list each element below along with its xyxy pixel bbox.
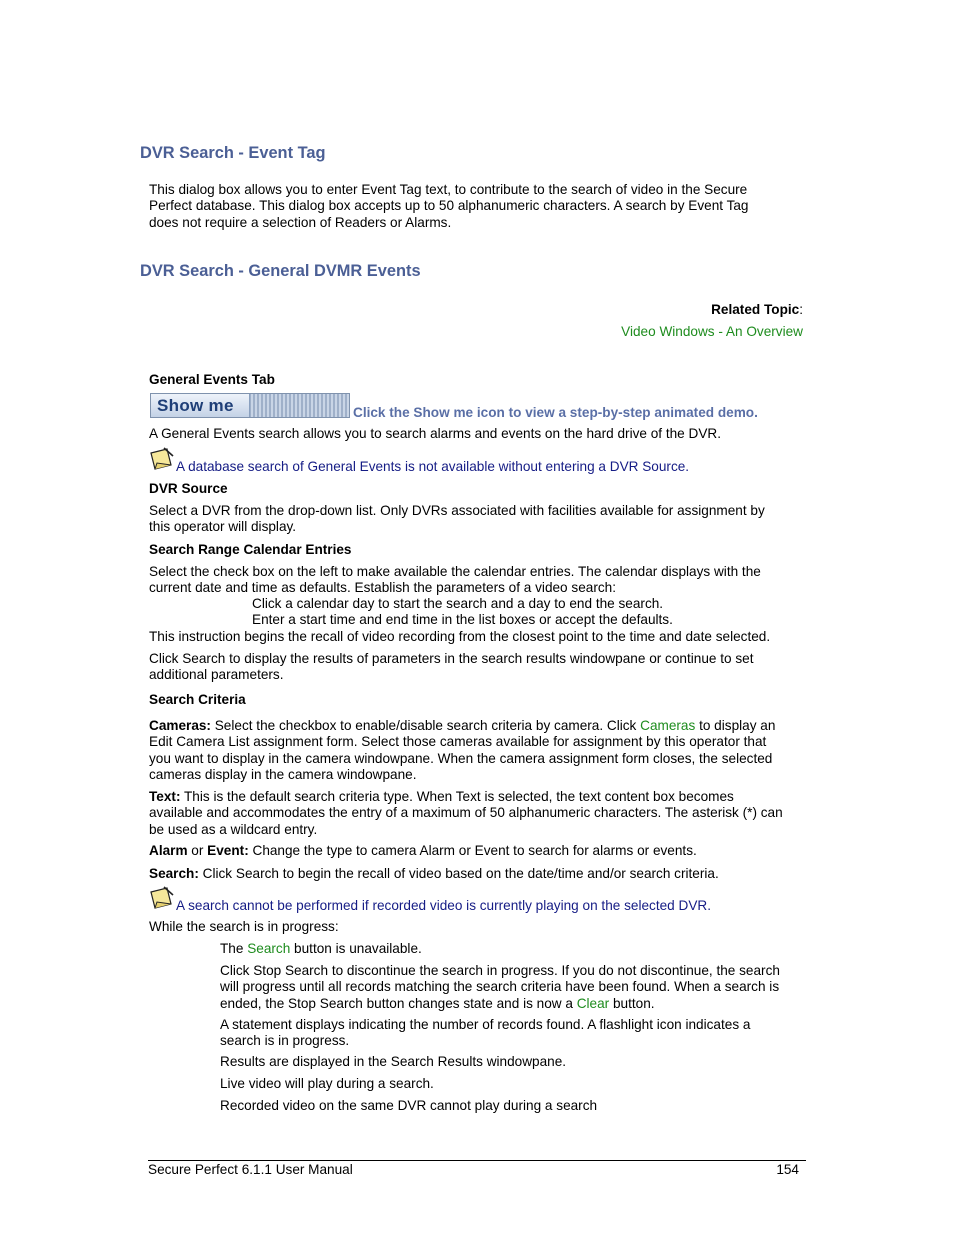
note-icon <box>149 886 175 910</box>
related-topic-link[interactable]: Video Windows - An Overview <box>621 324 803 339</box>
text-line: Select the check box on the left to make available the calendar entries. The calendar displays with the <box>149 564 761 579</box>
text-line <box>149 718 775 734</box>
cameras-link[interactable]: Cameras <box>640 718 696 733</box>
text-line: Perfect database. This dialog box accepts up to 50 alphanumeric characters. A search by Event Tag <box>149 198 749 214</box>
heading-general-dvmr-events: DVR Search - General DVMR Events <box>140 262 421 280</box>
text-line: does not require a selection of Readers or Alarms. <box>149 214 452 230</box>
while-in-progress: While the search is in progress: <box>149 919 339 934</box>
search-link[interactable]: Search <box>247 941 291 956</box>
heading-event-tag: DVR Search - Event Tag <box>140 144 326 162</box>
text-criteria-description <box>149 789 783 838</box>
text-line <box>220 996 780 1012</box>
text-line: current date and time as defaults. Establish the parameters of a video search: <box>149 580 616 596</box>
text-line: Edit Camera List assignment form. Select those cameras available for assignment by this operator that <box>149 734 767 750</box>
text-line: A statement displays indicating the number of records found. A flashlight icon indicates a <box>220 1017 751 1032</box>
demo-instruction: Click the Show me icon to view a step-by-step animated demo. <box>353 405 758 420</box>
note-icon <box>149 447 175 471</box>
text-span: This is the default search criteria type. When Text is selected, the text content box becomes <box>180 789 734 804</box>
text-line: cameras display in the camera windowpane. <box>149 767 417 783</box>
text-span: Click Search to begin the recall of video based on the date/time and/or search criteria. <box>198 866 719 881</box>
related-topic-label: Related Topic <box>711 302 800 317</box>
text-span: The <box>220 941 248 956</box>
text-span: Select the checkbox to enable/disable search criteria by camera. Click <box>210 718 641 733</box>
calendar-entries-title: Search Range Calendar Entries <box>149 542 352 557</box>
footer-title: Secure Perfect 6.1.1 User Manual <box>148 1162 353 1177</box>
text-line: Select a DVR from the drop-down list. Only DVRs associated with facilities available for assignment by <box>149 503 765 518</box>
list-item <box>220 941 422 957</box>
note-playback-conflict: A search cannot be performed if recorded video is currently playing on the selected DVR. <box>176 898 711 913</box>
calendar-description <box>149 564 761 597</box>
list-item <box>220 1017 750 1050</box>
general-events-intro: A General Events search allows you to search alarms and events on the hard drive of the DVR. <box>149 426 721 441</box>
event-label: Event: <box>207 843 249 858</box>
list-item: Click a calendar day to start the search and a day to end the search. <box>252 596 664 611</box>
list-item <box>220 963 780 1012</box>
list-item: Results are displayed in the Search Results windowpane. <box>220 1054 567 1069</box>
alarm-event-description <box>149 843 697 859</box>
list-item: Live video will play during a search. <box>220 1076 434 1091</box>
show-me-button[interactable] <box>150 393 350 418</box>
text-span: Change the type to camera Alarm or Event to search for alarms or events. <box>248 843 697 858</box>
clear-link[interactable]: Clear <box>576 995 610 1011</box>
text-line: Click Stop Search to discontinue the search in progress. If you do not discontinue, the search <box>220 963 780 978</box>
text-line: this operator will display. <box>149 519 297 535</box>
text-span: or <box>187 843 208 858</box>
list-item: Recorded video on the same DVR cannot play during a search <box>220 1098 598 1113</box>
text-line: search is in progress. <box>220 1033 350 1049</box>
note-dvr-source-required: A database search of General Events is not available without entering a DVR Source. <box>176 459 690 474</box>
dvr-source-title: DVR Source <box>149 481 228 496</box>
calendar-after: This instruction begins the recall of video recording from the closest point to the time and date selected. <box>149 629 771 644</box>
click-search-description <box>149 651 753 684</box>
text-span: ended, the Stop Search button changes state and is now a <box>220 995 577 1011</box>
search-criteria-title: Search Criteria <box>149 692 246 707</box>
text-span: button is unavailable. <box>290 941 422 956</box>
related-topic <box>711 302 803 318</box>
text-line: This dialog box allows you to enter Event Tag text, to contribute to the search of video in the Secure <box>149 182 748 197</box>
calendar-steps <box>252 596 673 629</box>
search-label: Search: <box>149 866 199 881</box>
cameras-description <box>149 718 775 784</box>
text-span: to display an <box>695 718 776 733</box>
text-line: Click Search to display the results of parameters in the search results windowpane or continue to set <box>149 651 754 666</box>
text-span: button. <box>609 995 655 1011</box>
dvr-source-description <box>149 503 765 536</box>
text-line <box>149 789 783 805</box>
text-line: available and accommodates the entry of a maximum of 50 alphanumeric characters. The asterisk (*) can <box>149 805 783 821</box>
list-item: Enter a start time and end time in the list boxes or accept the defaults. <box>252 612 673 628</box>
page-number: 154 <box>776 1162 799 1177</box>
show-me-label: Show me <box>157 396 234 415</box>
text-label: Text: <box>149 789 181 804</box>
event-tag-description <box>149 182 749 231</box>
footer-divider <box>148 1160 806 1161</box>
text-line: be used as a wildcard entry. <box>149 821 318 837</box>
text-line: you want to display in the camera windowpane. When the camera assignment form closes, the selected <box>149 750 773 766</box>
search-description <box>149 866 719 882</box>
related-topic-colon: : <box>799 302 803 317</box>
general-events-tab-title: General Events Tab <box>149 372 275 387</box>
cameras-label: Cameras: <box>149 718 211 733</box>
alarm-label: Alarm <box>149 843 188 858</box>
text-line: will progress until all records matching the search criteria have been found. When a search is <box>220 979 780 995</box>
text-line: additional parameters. <box>149 667 284 683</box>
